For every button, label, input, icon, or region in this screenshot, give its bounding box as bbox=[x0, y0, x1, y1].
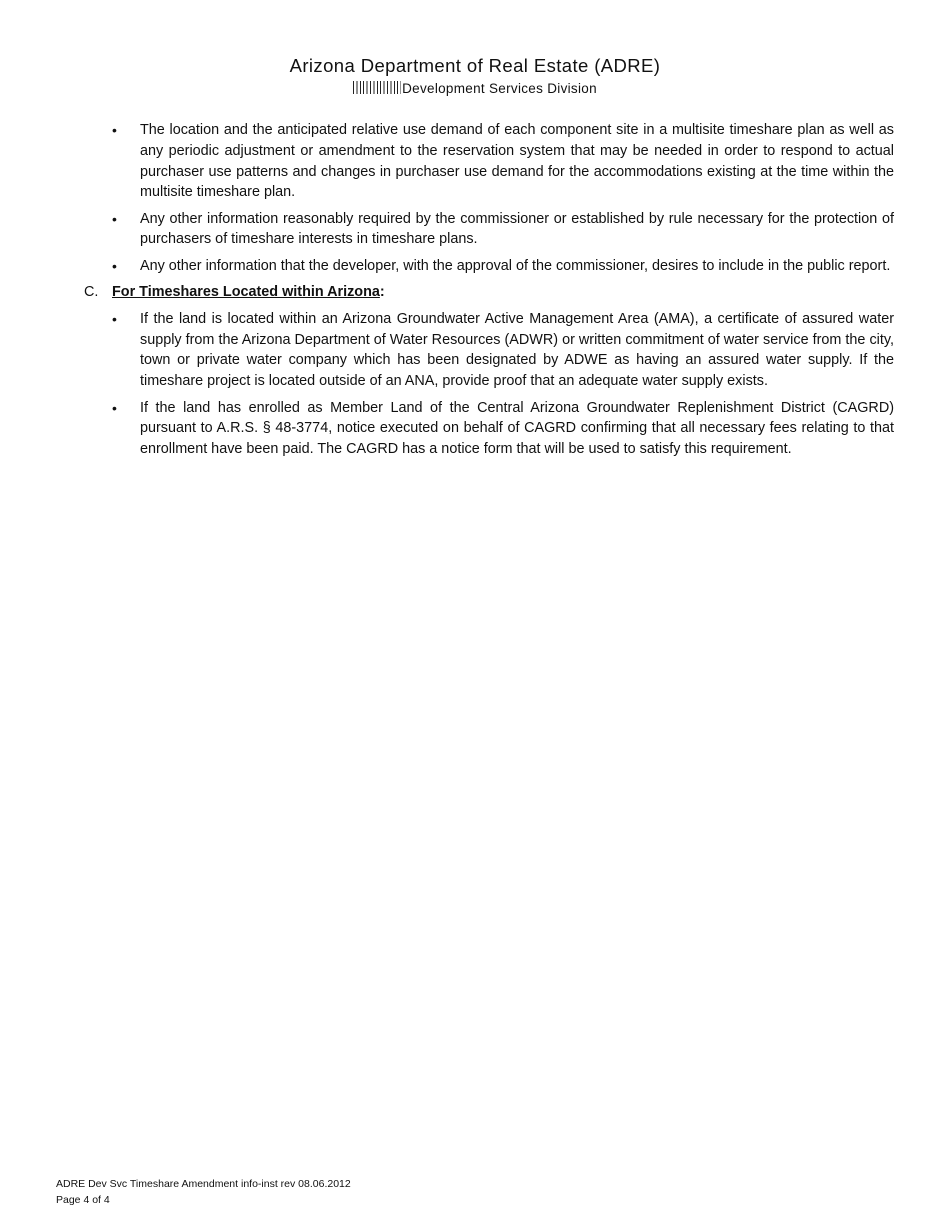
bullet-icon: • bbox=[112, 310, 117, 327]
list-item bbox=[84, 309, 894, 392]
list-item bbox=[84, 209, 894, 251]
page-header-title: Arizona Department of Real Estate (ADRE) bbox=[289, 55, 661, 76]
list-item bbox=[84, 120, 894, 203]
list-item bbox=[84, 256, 894, 277]
list-item-text: Any other information that the developer, with the approval of the commissioner, desires to include in the public report. bbox=[140, 257, 891, 274]
section-letter: C. bbox=[84, 284, 99, 301]
bullet-icon: • bbox=[112, 257, 117, 274]
footer-page-number: Page 4 of 4 bbox=[56, 1193, 110, 1206]
footer-document-id: ADRE Dev Svc Timeshare Amendment info-inst rev 08.06.2012 bbox=[56, 1178, 351, 1190]
list-item-text: The location and the anticipated relative use demand of each component site in a multisite timeshare plan as well as any periodic adjustment or amendment to the reservation system that may be needed in order to respond to actual purchaser use patterns and changes in purchaser use demand for the accommodations existing at the time within the multisite timeshare plan. bbox=[140, 122, 894, 201]
section-title: For Timeshares Located within Arizona bbox=[112, 284, 380, 301]
list-item-text: Any other information reasonably required by the commissioner or established by rule necessary for the protection of purchasers of timeshare interests in timeshare plans. bbox=[140, 210, 894, 248]
list-item-text: If the land has enrolled as Member Land of the Central Arizona Groundwater Replenishment District (CAGRD) pursuant to A.R.S. § 48-3774, notice executed on behalf of CAGRD confirming that all necessary fees relating to that enrollment have been paid. The CAGRD has a notice form that will be used to satisfy this requirement. bbox=[140, 399, 894, 458]
bullet-icon: • bbox=[112, 122, 117, 138]
division-name: Development Services Division bbox=[402, 81, 597, 96]
section-title-colon: : bbox=[379, 284, 385, 301]
requirements-list bbox=[84, 120, 894, 277]
placeholder-glyphs-icon bbox=[353, 81, 401, 94]
page-footer bbox=[56, 1177, 351, 1208]
page-header-subtitle bbox=[0, 81, 950, 96]
bullet-icon: • bbox=[112, 399, 117, 416]
section-c-heading bbox=[84, 282, 894, 303]
list-item-text: If the land is located within an Arizona Groundwater Active Management Area (AMA), a certificate of assured water supply from the Arizona Department of Water Resources (ADWR) or written commitment of water service from the city, town or private water company which has been designated by ADWE as having an assured water supply. If the timeshare project is located outside of an ANA, provide proof that an adequate water supply exists. bbox=[140, 310, 894, 390]
bullet-icon: • bbox=[112, 210, 117, 227]
arizona-requirements-list bbox=[84, 309, 894, 460]
list-item bbox=[84, 398, 894, 460]
document-body bbox=[84, 120, 894, 465]
